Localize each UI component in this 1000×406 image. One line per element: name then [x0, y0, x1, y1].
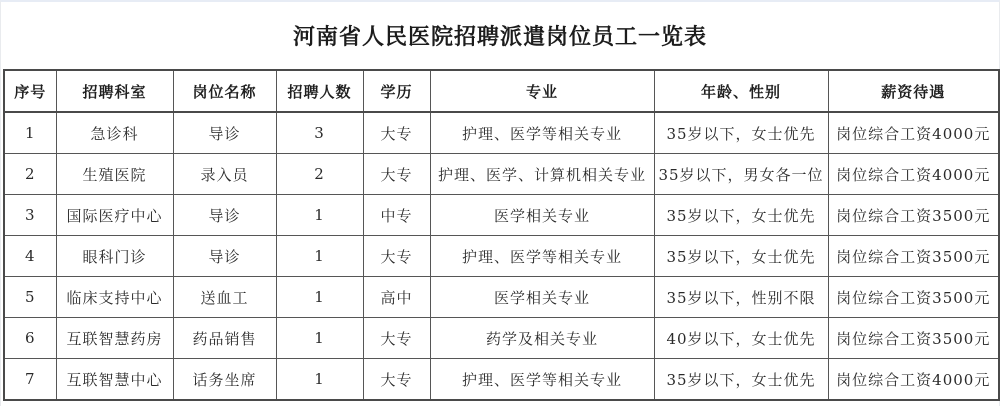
cell-headcount: 1 [276, 318, 363, 359]
cell-position: 药品销售 [173, 318, 276, 359]
cell-salary: 岗位综合工资4000元 [828, 154, 999, 195]
cell-department: 互联智慧药房 [56, 318, 173, 359]
cell-education: 大专 [363, 318, 430, 359]
table-row [4, 195, 999, 236]
cell-seq: 3 [4, 195, 56, 236]
cell-major: 医学相关专业 [430, 277, 654, 318]
column-header-department: 招聘科室 [56, 70, 173, 112]
table-row [4, 112, 999, 154]
column-header-seq: 序号 [4, 70, 56, 112]
column-header-age-gender: 年龄、性别 [654, 70, 828, 112]
cell-age-gender: 35岁以下，女士优先 [654, 195, 828, 236]
cell-seq: 6 [4, 318, 56, 359]
cell-salary: 岗位综合工资3500元 [828, 236, 999, 277]
cell-position: 导诊 [173, 112, 276, 154]
cell-salary: 岗位综合工资4000元 [828, 112, 999, 154]
header-row [4, 70, 999, 112]
cell-department: 临床支持中心 [56, 277, 173, 318]
cell-education: 中专 [363, 195, 430, 236]
cell-major: 护理、医学等相关专业 [430, 112, 654, 154]
cell-department: 急诊科 [56, 112, 173, 154]
cell-seq: 2 [4, 154, 56, 195]
cell-headcount: 1 [276, 195, 363, 236]
cell-major: 护理、医学等相关专业 [430, 359, 654, 401]
column-header-salary: 薪资待遇 [828, 70, 999, 112]
cell-age-gender: 40岁以下，女士优先 [654, 318, 828, 359]
cell-age-gender: 35岁以下，女士优先 [654, 112, 828, 154]
table-row [4, 318, 999, 359]
page-title: 河南省人民医院招聘派遣岗位员工一览表 [292, 24, 707, 50]
table-row [4, 277, 999, 318]
cell-position: 送血工 [173, 277, 276, 318]
cell-headcount: 1 [276, 359, 363, 401]
cell-age-gender: 35岁以下，女士优先 [654, 236, 828, 277]
cell-major: 医学相关专业 [430, 195, 654, 236]
cell-education: 大专 [363, 112, 430, 154]
cell-department: 国际医疗中心 [56, 195, 173, 236]
table-row [4, 236, 999, 277]
cell-department: 互联智慧中心 [56, 359, 173, 401]
recruitment-table [3, 69, 1000, 401]
cell-salary: 岗位综合工资4000元 [828, 359, 999, 401]
cell-salary: 岗位综合工资3500元 [828, 195, 999, 236]
cell-position: 话务坐席 [173, 359, 276, 401]
table-body [4, 112, 999, 400]
column-header-education: 学历 [363, 70, 430, 112]
cell-education: 高中 [363, 277, 430, 318]
cell-headcount: 3 [276, 112, 363, 154]
table-row [4, 359, 999, 401]
cell-education: 大专 [363, 359, 430, 401]
cell-position: 录入员 [173, 154, 276, 195]
cell-seq: 4 [4, 236, 56, 277]
cell-education: 大专 [363, 236, 430, 277]
title-area [1, 2, 999, 69]
cell-seq: 7 [4, 359, 56, 401]
cell-seq: 1 [4, 112, 56, 154]
table-row [4, 154, 999, 195]
cell-position: 导诊 [173, 195, 276, 236]
cell-major: 护理、医学、计算机相关专业 [430, 154, 654, 195]
column-header-position: 岗位名称 [173, 70, 276, 112]
table-header [4, 70, 999, 112]
cell-headcount: 2 [276, 154, 363, 195]
column-header-major: 专业 [430, 70, 654, 112]
cell-department: 眼科门诊 [56, 236, 173, 277]
cell-age-gender: 35岁以下，性别不限 [654, 277, 828, 318]
cell-education: 大专 [363, 154, 430, 195]
cell-age-gender: 35岁以下，女士优先 [654, 359, 828, 401]
cell-major: 药学及相关专业 [430, 318, 654, 359]
cell-headcount: 1 [276, 277, 363, 318]
cell-department: 生殖医院 [56, 154, 173, 195]
cell-age-gender: 35岁以下，男女各一位 [654, 154, 828, 195]
cell-salary: 岗位综合工资3500元 [828, 277, 999, 318]
cell-salary: 岗位综合工资3500元 [828, 318, 999, 359]
cell-headcount: 1 [276, 236, 363, 277]
column-header-headcount: 招聘人数 [276, 70, 363, 112]
cell-position: 导诊 [173, 236, 276, 277]
cell-major: 护理、医学等相关专业 [430, 236, 654, 277]
cell-seq: 5 [4, 277, 56, 318]
